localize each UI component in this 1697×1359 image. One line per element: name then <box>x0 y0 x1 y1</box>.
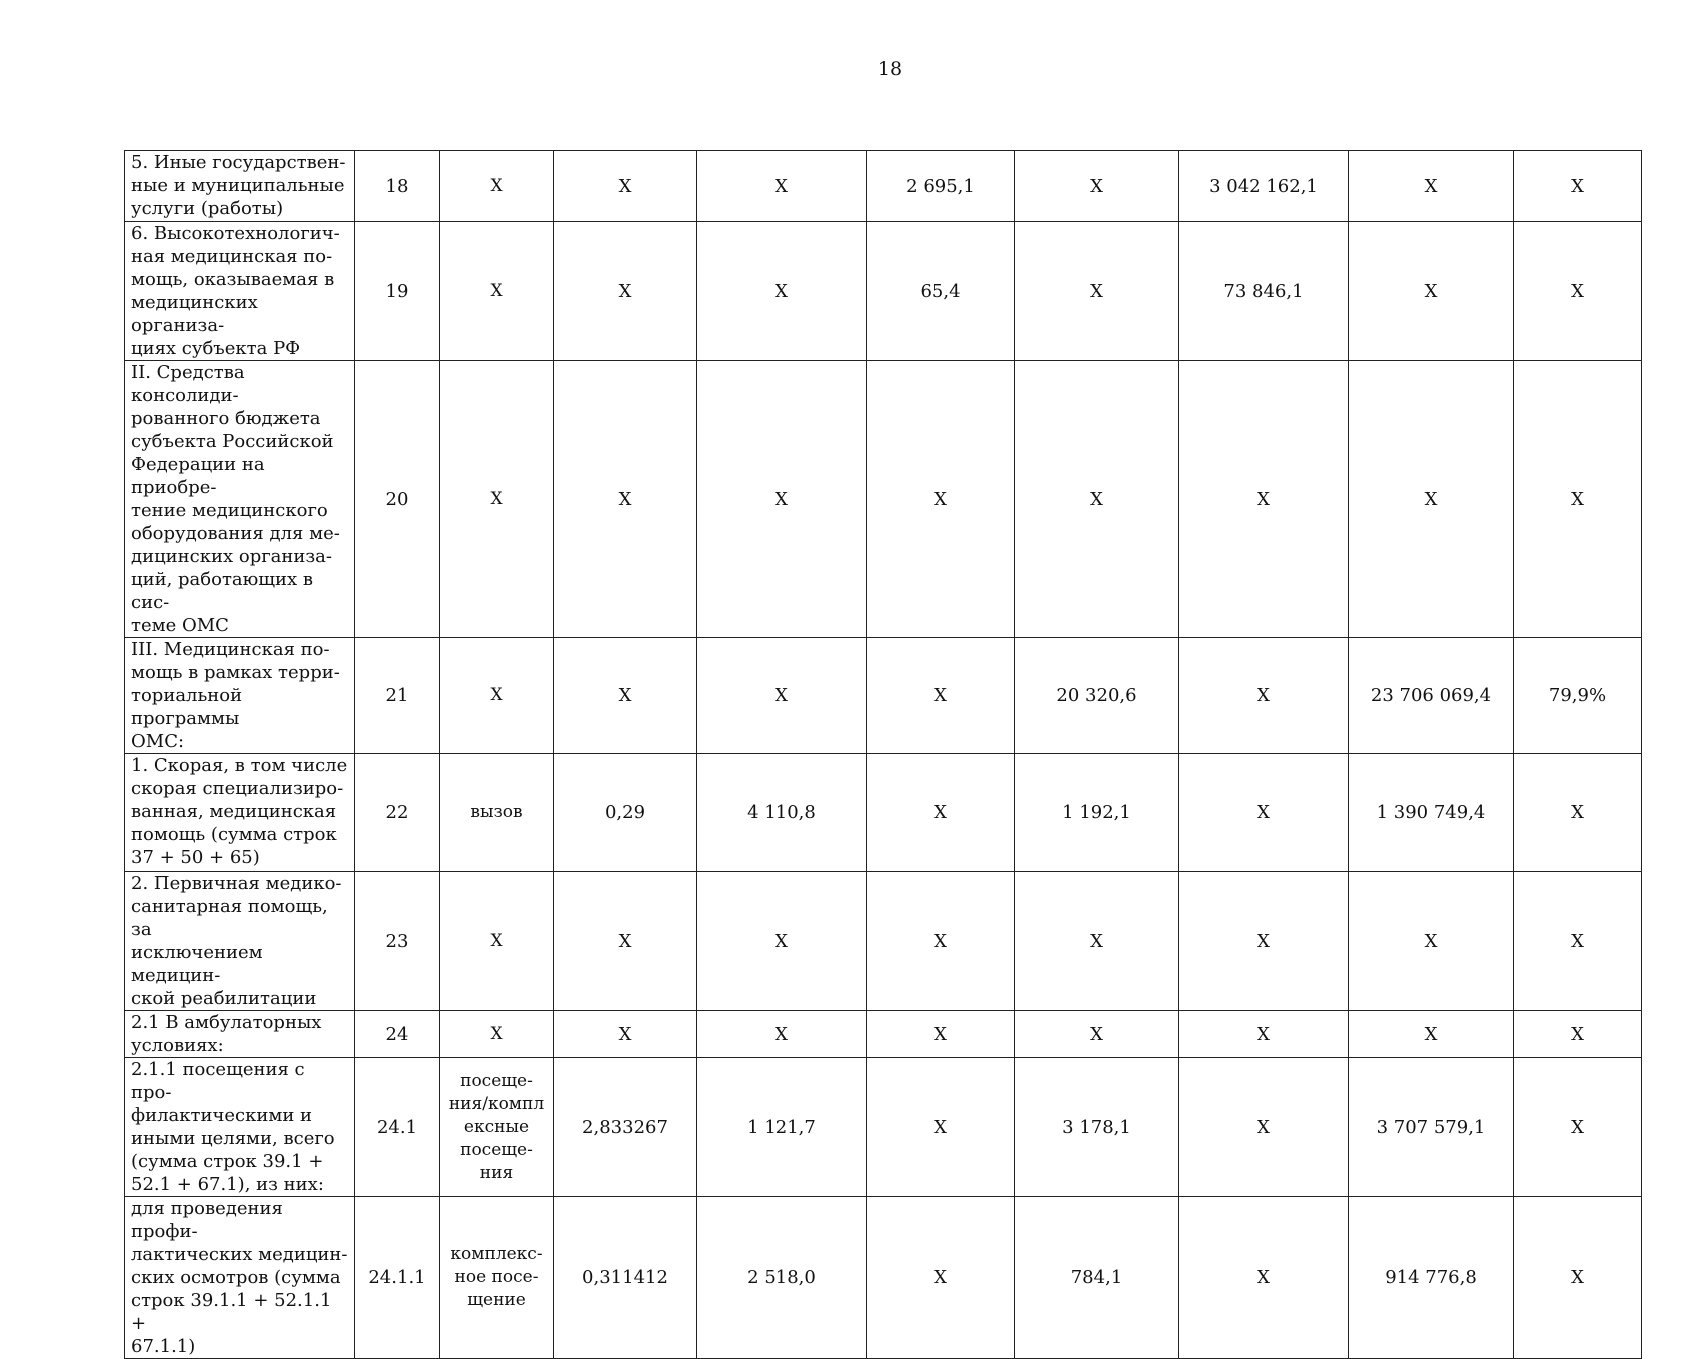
table-row <box>125 361 1642 638</box>
row-label: 2. Первичная медико- санитарная помощь, за исключением медицин- ской реабилитации <box>125 872 355 1011</box>
col-4: 1 121,7 <box>697 1058 867 1197</box>
line-number: 19 <box>355 222 440 361</box>
col-8: 23 706 069,4 <box>1349 638 1514 754</box>
unit-of-measure: посеще- ния/компл ексные посеще- ния <box>440 1058 554 1197</box>
col-5: Х <box>867 754 1015 872</box>
row-label: III. Медицинская по- мощь в рамках терри- ториальной программы ОМС: <box>125 638 355 754</box>
line-number: 20 <box>355 361 440 638</box>
line-number: 24 <box>355 1011 440 1058</box>
col-9: 79,9% <box>1514 638 1642 754</box>
col-5: Х <box>867 1011 1015 1058</box>
row-label: 6. Высокотехнологич- ная медицинская по- мощь, оказываемая в медицинских организа- циях субъекта РФ <box>125 222 355 361</box>
col-8: 914 776,8 <box>1349 1197 1514 1359</box>
col-9: Х <box>1514 1011 1642 1058</box>
table-row <box>125 1011 1642 1058</box>
col-6: 1 192,1 <box>1015 754 1179 872</box>
col-3: 0,311412 <box>554 1197 697 1359</box>
row-label: 2.1 В амбулаторных условиях: <box>125 1011 355 1058</box>
col-7: Х <box>1179 754 1349 872</box>
col-4: 4 110,8 <box>697 754 867 872</box>
col-9: Х <box>1514 222 1642 361</box>
line-number: 24.1.1 <box>355 1197 440 1359</box>
col-6: Х <box>1015 222 1179 361</box>
col-8: Х <box>1349 1011 1514 1058</box>
col-3: Х <box>554 1011 697 1058</box>
col-6: 784,1 <box>1015 1197 1179 1359</box>
table-row <box>125 754 1642 872</box>
table-row <box>125 151 1642 222</box>
col-3: Х <box>554 151 697 222</box>
col-5: 65,4 <box>867 222 1015 361</box>
col-3: Х <box>554 638 697 754</box>
line-number: 23 <box>355 872 440 1011</box>
col-4: 2 518,0 <box>697 1197 867 1359</box>
col-6: Х <box>1015 1011 1179 1058</box>
col-9: Х <box>1514 151 1642 222</box>
col-4: Х <box>697 1011 867 1058</box>
col-5: Х <box>867 872 1015 1011</box>
col-7: 3 042 162,1 <box>1179 151 1349 222</box>
unit-of-measure: Х <box>440 222 554 361</box>
col-7: Х <box>1179 361 1349 638</box>
table-row <box>125 638 1642 754</box>
col-7: Х <box>1179 1011 1349 1058</box>
col-8: 1 390 749,4 <box>1349 754 1514 872</box>
unit-of-measure: Х <box>440 151 554 222</box>
col-5: Х <box>867 361 1015 638</box>
col-6: 20 320,6 <box>1015 638 1179 754</box>
row-label: для проведения профи- лактических медицин- ских осмотров (сумма строк 39.1.1 + 52.1.1 + 67.1.1) <box>125 1197 355 1359</box>
line-number: 21 <box>355 638 440 754</box>
page-number: 18 <box>877 58 903 80</box>
row-label: 1. Скорая, в том числе скорая специализиро- ванная, медицинская помощь (сумма строк 37 + 50 + 65) <box>125 754 355 872</box>
col-8: Х <box>1349 222 1514 361</box>
col-4: Х <box>697 872 867 1011</box>
col-4: Х <box>697 151 867 222</box>
col-6: Х <box>1015 361 1179 638</box>
data-table <box>124 150 1642 1359</box>
table-body <box>125 151 1642 1359</box>
col-4: Х <box>697 222 867 361</box>
row-label: 5. Иные государствен- ные и муниципальные услуги (работы) <box>125 151 355 222</box>
unit-of-measure: комплекс- ное посе- щение <box>440 1197 554 1359</box>
col-3: Х <box>554 361 697 638</box>
col-3: Х <box>554 872 697 1011</box>
col-6: 3 178,1 <box>1015 1058 1179 1197</box>
col-3: 2,833267 <box>554 1058 697 1197</box>
row-label: II. Средства консолиди- рованного бюджета субъекта Российской Федерации на приобре- тение медицинского оборудования для ме- дицинских организа- ций, работающих в сис- теме ОМС <box>125 361 355 638</box>
col-6: Х <box>1015 151 1179 222</box>
col-5: Х <box>867 1197 1015 1359</box>
table-row <box>125 872 1642 1011</box>
col-9: Х <box>1514 361 1642 638</box>
col-7: Х <box>1179 872 1349 1011</box>
table-row <box>125 1197 1642 1359</box>
col-8: Х <box>1349 361 1514 638</box>
col-4: Х <box>697 361 867 638</box>
col-9: Х <box>1514 872 1642 1011</box>
col-5: 2 695,1 <box>867 151 1015 222</box>
col-9: Х <box>1514 1197 1642 1359</box>
col-8: 3 707 579,1 <box>1349 1058 1514 1197</box>
unit-of-measure: Х <box>440 638 554 754</box>
unit-of-measure: вызов <box>440 754 554 872</box>
line-number: 18 <box>355 151 440 222</box>
col-5: Х <box>867 1058 1015 1197</box>
col-7: 73 846,1 <box>1179 222 1349 361</box>
table-row <box>125 1058 1642 1197</box>
table-row <box>125 222 1642 361</box>
unit-of-measure: Х <box>440 872 554 1011</box>
col-5: Х <box>867 638 1015 754</box>
unit-of-measure: Х <box>440 361 554 638</box>
col-7: Х <box>1179 1197 1349 1359</box>
col-7: Х <box>1179 1058 1349 1197</box>
col-3: 0,29 <box>554 754 697 872</box>
line-number: 24.1 <box>355 1058 440 1197</box>
col-6: Х <box>1015 872 1179 1011</box>
col-7: Х <box>1179 638 1349 754</box>
col-3: Х <box>554 222 697 361</box>
col-8: Х <box>1349 872 1514 1011</box>
col-9: Х <box>1514 754 1642 872</box>
unit-of-measure: Х <box>440 1011 554 1058</box>
col-8: Х <box>1349 151 1514 222</box>
col-4: Х <box>697 638 867 754</box>
col-9: Х <box>1514 1058 1642 1197</box>
line-number: 22 <box>355 754 440 872</box>
row-label: 2.1.1 посещения с про- филактическими и иными целями, всего (сумма строк 39.1 + 52.1 + 67.1), из них: <box>125 1058 355 1197</box>
